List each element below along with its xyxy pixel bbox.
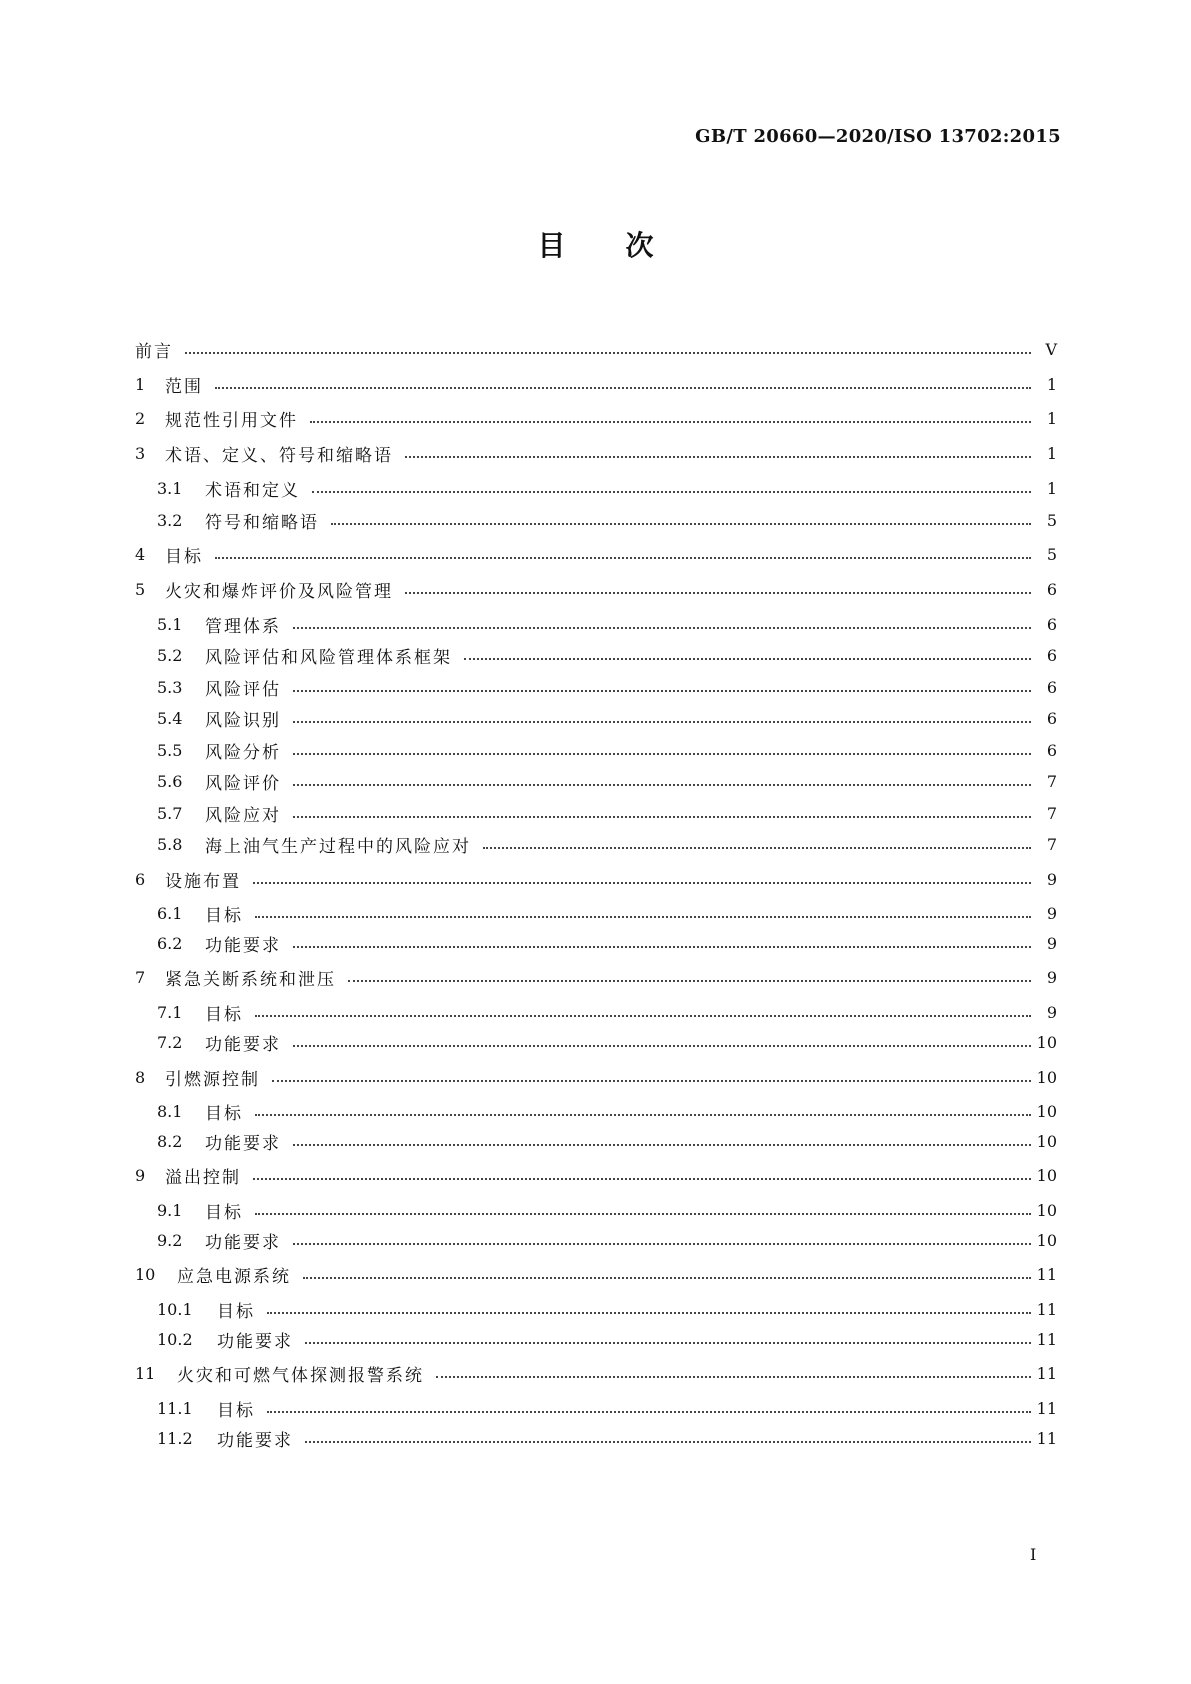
toc-entry[interactable]	[157, 766, 1057, 796]
toc-entry-number: 10.2	[157, 1329, 193, 1349]
toc-entry-label: 功能要求	[205, 935, 281, 956]
toc-dot-leader	[293, 764, 1031, 786]
toc-entry[interactable]	[157, 640, 1057, 670]
toc-entry-label: 目标	[217, 1400, 255, 1421]
toc-entry-label: 术语和定义	[205, 480, 300, 501]
toc-entry-page: 11	[1036, 1329, 1057, 1349]
page-title: 目次	[537, 229, 714, 262]
toc-entry-page: 7	[1046, 771, 1057, 791]
toc-entry-page: 11	[1036, 1363, 1057, 1383]
toc-dot-leader	[293, 926, 1031, 948]
toc-entry-number: 6.1	[157, 903, 183, 923]
toc-dot-leader	[436, 1356, 1031, 1378]
toc-entry-number: 4	[135, 544, 146, 564]
toc-dot-leader	[293, 607, 1031, 629]
toc-entry[interactable]	[157, 1423, 1057, 1453]
toc-dot-leader	[464, 638, 1031, 660]
toc-entry-page: 10	[1036, 1165, 1057, 1185]
toc-entry-page: 10	[1036, 1131, 1057, 1151]
toc-dot-leader	[310, 401, 1031, 423]
toc-entry[interactable]	[135, 1259, 1057, 1289]
toc-entry-number: 10	[135, 1264, 156, 1284]
toc-entry[interactable]	[157, 1324, 1057, 1354]
toc-entry[interactable]	[157, 1195, 1057, 1225]
toc-dot-leader	[253, 862, 1031, 884]
toc-entry-page: 10	[1036, 1230, 1057, 1250]
toc-entry[interactable]	[157, 703, 1057, 733]
toc-entry-page: 1	[1046, 374, 1057, 394]
toc-entry-label: 目标	[217, 1301, 255, 1322]
toc-entry-page: 10	[1036, 1200, 1057, 1220]
toc-entry-label: 管理体系	[205, 616, 281, 637]
toc-dot-leader	[215, 537, 1031, 559]
toc-dot-leader	[303, 1257, 1031, 1279]
toc-entry-label: 目标	[205, 1004, 243, 1025]
toc-dot-leader	[293, 1025, 1031, 1047]
toc-entry-label: 符号和缩略语	[205, 512, 319, 533]
toc-entry-page: 10	[1036, 1101, 1057, 1121]
toc-entry-number: 8.1	[157, 1101, 183, 1121]
toc-dot-leader	[293, 1223, 1031, 1245]
toc-entry-number: 5.6	[157, 771, 183, 791]
toc-entry[interactable]	[157, 798, 1057, 828]
toc-entry-number: 2	[135, 408, 146, 428]
toc-entry[interactable]	[157, 735, 1057, 765]
toc-entry[interactable]	[157, 1096, 1057, 1126]
toc-entry[interactable]	[135, 369, 1057, 399]
toc-entry[interactable]	[157, 1126, 1057, 1156]
toc-entry[interactable]	[135, 539, 1057, 569]
toc-entry-number: 3	[135, 443, 146, 463]
toc-dot-leader	[305, 1322, 1031, 1344]
toc-dot-leader	[293, 796, 1031, 818]
toc-entry-page: 9	[1046, 933, 1057, 953]
toc-entry-page: 7	[1046, 803, 1057, 823]
toc-entry-label: 溢出控制	[165, 1167, 241, 1188]
toc-entry-page: 11	[1036, 1428, 1057, 1448]
toc-entry-page: 1	[1046, 443, 1057, 463]
toc-entry-page: 7	[1046, 834, 1057, 854]
toc-dot-leader	[267, 1292, 1031, 1314]
toc-dot-leader	[405, 436, 1031, 458]
toc-dot-leader	[293, 701, 1031, 723]
toc-entry-page: 9	[1046, 869, 1057, 889]
toc-entry-page: 10	[1036, 1032, 1057, 1052]
toc-entry[interactable]	[157, 1225, 1057, 1255]
toc-entry-number: 11.2	[157, 1428, 193, 1448]
toc-entry-label: 目标	[205, 1103, 243, 1124]
toc-entry-number: 8.2	[157, 1131, 183, 1151]
toc-entry-label: 风险分析	[205, 742, 281, 763]
toc-entry[interactable]	[135, 574, 1057, 604]
toc-entry-label: 规范性引用文件	[165, 410, 298, 431]
toc-entry-page: 11	[1036, 1299, 1057, 1319]
toc-entry-page: 6	[1046, 708, 1057, 728]
toc-dot-leader	[255, 1094, 1031, 1116]
toc-entry-label: 风险评价	[205, 773, 281, 794]
toc-entry-page: 10	[1036, 1067, 1057, 1087]
toc-entry-number: 11.1	[157, 1398, 193, 1418]
toc-entry-page: 6	[1046, 677, 1057, 697]
toc-entry[interactable]	[135, 864, 1057, 894]
toc-entry-label: 设施布置	[165, 871, 241, 892]
toc-entry-number: 10.1	[157, 1299, 193, 1319]
toc-entry[interactable]	[157, 609, 1057, 639]
toc-entry[interactable]	[157, 829, 1057, 859]
toc-entry[interactable]	[157, 1393, 1057, 1423]
toc-entry-label: 目标	[205, 905, 243, 926]
toc-entry-number: 9	[135, 1165, 146, 1185]
toc-entry-number: 9.2	[157, 1230, 183, 1250]
toc-dot-leader	[405, 572, 1031, 594]
toc-entry-label: 紧急关断系统和泄压	[165, 969, 336, 990]
toc-dot-leader	[312, 471, 1031, 493]
toc-dot-leader	[267, 1391, 1031, 1413]
toc-entry-page: 9	[1046, 1002, 1057, 1022]
toc-entry-number: 5	[135, 579, 146, 599]
toc-entry-page: V	[1045, 339, 1057, 359]
toc-entry-page: 6	[1046, 614, 1057, 634]
toc-entry-number: 7.2	[157, 1032, 183, 1052]
toc-dot-leader	[305, 1421, 1031, 1443]
toc-dot-leader	[272, 1060, 1031, 1082]
toc-entry-number: 5.4	[157, 708, 183, 728]
toc-dot-leader	[331, 503, 1031, 525]
toc-entry-page: 11	[1036, 1264, 1057, 1284]
toc-entry[interactable]	[135, 962, 1057, 992]
toc-entry-number: 3.2	[157, 510, 183, 530]
toc-entry-number: 5.5	[157, 740, 183, 760]
toc-entry-label: 应急电源系统	[177, 1266, 291, 1287]
toc-entry[interactable]	[157, 672, 1057, 702]
toc-entry-page: 6	[1046, 579, 1057, 599]
toc-dot-leader	[253, 1158, 1031, 1180]
toc-entry-number: 5.1	[157, 614, 183, 634]
toc-entry[interactable]	[135, 1062, 1057, 1092]
toc-entry-label: 风险应对	[205, 805, 281, 826]
toc-entry-page: 1	[1046, 478, 1057, 498]
toc-entry-number: 3.1	[157, 478, 183, 498]
toc-entry-label: 火灾和爆炸评价及风险管理	[165, 581, 393, 602]
toc-entry-page: 6	[1046, 740, 1057, 760]
toc-entry-page: 6	[1046, 645, 1057, 665]
toc-entry-label: 功能要求	[217, 1331, 293, 1352]
toc-entry-number: 11	[135, 1363, 156, 1383]
toc-entry-page: 5	[1046, 510, 1057, 530]
toc-entry[interactable]	[157, 473, 1057, 503]
toc-entry-number: 6.2	[157, 933, 183, 953]
toc-dot-leader	[255, 995, 1031, 1017]
toc-entry-number: 5.7	[157, 803, 183, 823]
toc-dot-leader	[293, 733, 1031, 755]
toc-entry-label: 目标	[205, 1202, 243, 1223]
document-number: GB/T 20660—2020/ISO 13702:2015	[695, 126, 1061, 147]
toc-entry-number: 5.3	[157, 677, 183, 697]
toc-entry[interactable]	[157, 898, 1057, 928]
toc-entry-label: 海上油气生产过程中的风险应对	[205, 836, 471, 857]
toc-dot-leader	[348, 960, 1031, 982]
toc-entry[interactable]	[135, 334, 1057, 364]
toc-entry[interactable]	[135, 438, 1057, 468]
toc-entry-label: 风险评估和风险管理体系框架	[205, 647, 452, 668]
toc-entry[interactable]	[157, 505, 1057, 535]
toc-dot-leader	[215, 367, 1031, 389]
toc-entry-label: 目标	[165, 546, 203, 567]
toc-entry-label: 风险识别	[205, 710, 281, 731]
toc-entry-label: 功能要求	[205, 1034, 281, 1055]
toc-entry-label: 引燃源控制	[165, 1069, 260, 1090]
toc-entry-label: 术语、定义、符号和缩略语	[165, 445, 393, 466]
toc-entry-page: 5	[1046, 544, 1057, 564]
toc-entry-page: 9	[1046, 903, 1057, 923]
toc-dot-leader	[293, 670, 1031, 692]
toc-entry[interactable]	[157, 997, 1057, 1027]
toc-entry-number: 5.8	[157, 834, 183, 854]
toc-entry-page: 1	[1046, 408, 1057, 428]
toc-dot-leader	[483, 827, 1031, 849]
toc-entry-label: 火灾和可燃气体探测报警系统	[177, 1365, 424, 1386]
toc-entry-number: 9.1	[157, 1200, 183, 1220]
toc-dot-leader	[293, 1124, 1031, 1146]
toc-dot-leader	[185, 332, 1031, 354]
toc-entry-label: 前言	[135, 341, 173, 362]
toc-entry-label: 功能要求	[205, 1133, 281, 1154]
toc-entry-label: 功能要求	[205, 1232, 281, 1253]
toc-entry-page: 11	[1036, 1398, 1057, 1418]
toc-entry-number: 8	[135, 1067, 146, 1087]
toc-entry[interactable]	[157, 1027, 1057, 1057]
toc-dot-leader	[255, 1193, 1031, 1215]
toc-entry-number: 5.2	[157, 645, 183, 665]
toc-entry[interactable]	[157, 1294, 1057, 1324]
page-number: I	[1030, 1545, 1037, 1564]
toc-entry-number: 1	[135, 374, 146, 394]
toc-entry[interactable]	[135, 403, 1057, 433]
toc-dot-leader	[255, 896, 1031, 918]
toc-entry-number: 7.1	[157, 1002, 183, 1022]
toc-entry[interactable]	[135, 1160, 1057, 1190]
toc-entry-number: 7	[135, 967, 146, 987]
toc-entry-number: 6	[135, 869, 146, 889]
toc-entry-page: 9	[1046, 967, 1057, 987]
toc-entry-label: 功能要求	[217, 1430, 293, 1451]
toc-entry[interactable]	[135, 1358, 1057, 1388]
toc-entry-label: 风险评估	[205, 679, 281, 700]
toc-entry-label: 范围	[165, 376, 203, 397]
toc-entry[interactable]	[157, 928, 1057, 958]
